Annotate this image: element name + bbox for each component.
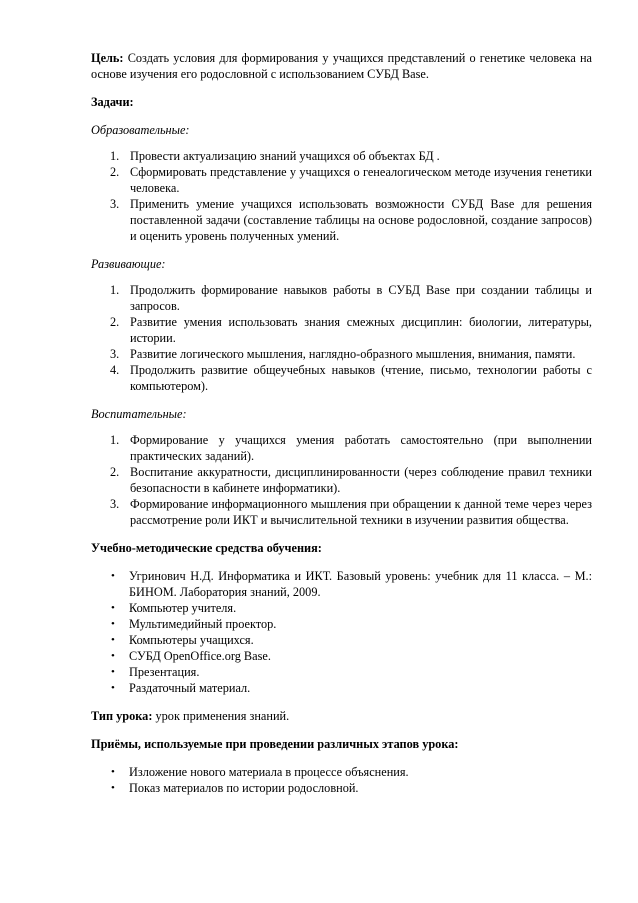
list-item: 2. Воспитание аккуратности, дисциплинированности (через соблюдение правил техники безопасности в кабинете информатики). xyxy=(110,465,592,495)
list-item: 3. Формирование информационного мышления при обращении к данной теме через через рассмотрение роли ИКТ и вычислительной техники в изучении развития общества. xyxy=(110,497,592,527)
educational-list xyxy=(91,148,592,244)
list-item: 1. Провести актуализацию знаний учащихся об объектах БД . xyxy=(110,149,440,163)
goal-paragraph xyxy=(91,50,592,82)
goal-text: Создать условия для формирования у учащихся представлений о генетике человека на основе изучения его родословной с использованием СУБД Base. xyxy=(91,51,592,81)
list-item: 2. Сформировать представление у учащихся о генеалогическом методе изучения генетики человека. xyxy=(110,165,592,195)
list-item: • Показ материалов по истории родословной. xyxy=(111,781,359,795)
bullet-icon: • xyxy=(111,782,115,794)
list-item: 1. Формирование у учащихся умения работать самостоятельно (при выполнении практических заданий). xyxy=(110,433,592,463)
techniques-list xyxy=(91,764,592,796)
lesson-type-paragraph xyxy=(91,708,592,724)
list-item: • Изложение нового материала в процессе объяснения. xyxy=(111,765,409,779)
developing-heading: Развивающие: xyxy=(91,257,166,271)
techniques-heading: Приёмы, используемые при проведении различных этапов урока: xyxy=(91,737,459,751)
list-item: • Презентация. xyxy=(111,665,200,679)
list-item: • Компьютеры учащихся. xyxy=(111,633,254,647)
bullet-icon: • xyxy=(111,570,115,582)
bullet-icon: • xyxy=(111,682,115,694)
bullet-icon: • xyxy=(111,602,115,614)
goal-label: Цель: xyxy=(91,51,124,65)
upbringing-heading: Воспитательные: xyxy=(91,407,187,421)
bullet-icon: • xyxy=(111,634,115,646)
list-item: 1. Продолжить формирование навыков работы в СУБД Base при создании таблицы и запросов. xyxy=(110,283,592,313)
list-item: • Раздаточный материал. xyxy=(111,681,251,695)
bullet-icon: • xyxy=(111,666,115,678)
list-item: • Компьютер учителя. xyxy=(111,601,237,615)
bullet-icon: • xyxy=(111,618,115,630)
lesson-type-text: урок применения знаний. xyxy=(155,709,290,723)
list-item: 3. Развитие логического мышления, наглядно-образного мышления, внимания, памяти. xyxy=(110,347,576,361)
list-item: 4. Продолжить развитие общеучебных навыков (чтение, письмо, технологии работы с компьютером). xyxy=(110,363,592,393)
list-item: 3. Применить умение учащихся использовать возможности СУБД Base для решения поставленной задачи (составление таблицы на основе родословной, создание запросов) и оценить уровень полученных умений. xyxy=(110,197,592,243)
lesson-type-label: Тип урока: xyxy=(91,709,153,723)
means-list xyxy=(91,568,592,696)
list-item: • СУБД OpenOffice.org Base. xyxy=(111,649,271,663)
list-item: 2. Развитие умения использовать знания смежных дисциплин: биологии, литературы, истории. xyxy=(110,315,592,345)
educational-heading: Образовательные: xyxy=(91,123,190,137)
tasks-heading: Задачи: xyxy=(91,95,134,109)
developing-list xyxy=(91,282,592,394)
list-item: • Мультимедийный проектор. xyxy=(111,617,277,631)
upbringing-list xyxy=(91,432,592,528)
bullet-icon: • xyxy=(111,650,115,662)
bullet-icon: • xyxy=(111,766,115,778)
means-heading: Учебно-методические средства обучения: xyxy=(91,541,322,555)
list-item: • Угринович Н.Д. Информатика и ИКТ. Базовый уровень: учебник для 11 класса. – М.: БИНОМ. Лаборатория знаний, 2009. xyxy=(111,569,592,599)
